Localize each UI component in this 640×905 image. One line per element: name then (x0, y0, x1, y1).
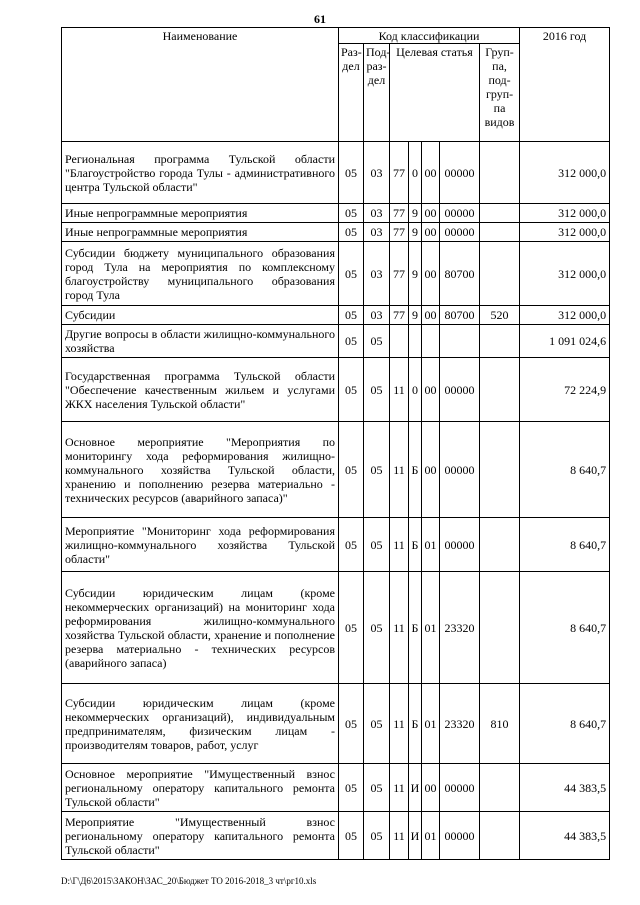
row-target-subprogram (409, 325, 422, 358)
row-target-program: 11 (390, 572, 409, 684)
row-expense-group (480, 242, 520, 306)
row-target-event: 01 (422, 812, 440, 860)
row-expense-group (480, 518, 520, 572)
row-target-subprogram: Б (409, 572, 422, 684)
row-expense-group (480, 812, 520, 860)
row-subsection: 05 (364, 518, 390, 572)
row-target-subprogram: 9 (409, 204, 422, 223)
table-row (62, 142, 610, 204)
table-row (62, 242, 610, 306)
row-target-program: 11 (390, 518, 409, 572)
row-expense-group (480, 764, 520, 812)
row-expense-group: 520 (480, 306, 520, 325)
row-target-subprogram: И (409, 764, 422, 812)
row-target-event (422, 325, 440, 358)
table-row (62, 223, 610, 242)
row-subsection: 03 (364, 306, 390, 325)
row-section: 05 (339, 142, 364, 204)
header-year: 2016 год (520, 28, 610, 142)
table-body (62, 142, 610, 860)
row-target-event: 00 (422, 204, 440, 223)
row-target-program: 77 (390, 204, 409, 223)
row-target-subprogram: Б (409, 684, 422, 764)
row-section: 05 (339, 812, 364, 860)
row-target-direction: 00000 (440, 764, 480, 812)
row-target-subprogram: 9 (409, 242, 422, 306)
row-target-direction: 00000 (440, 422, 480, 518)
row-section: 05 (339, 306, 364, 325)
row-target-subprogram: И (409, 812, 422, 860)
row-expense-group (480, 422, 520, 518)
row-section: 05 (339, 242, 364, 306)
row-target-direction: 00000 (440, 142, 480, 204)
row-expense-group: 810 (480, 684, 520, 764)
row-target-subprogram: Б (409, 422, 422, 518)
header-classification: Код классификации (339, 28, 520, 44)
row-target-direction: 00000 (440, 358, 480, 422)
row-target-direction: 00000 (440, 518, 480, 572)
row-target-event: 01 (422, 518, 440, 572)
row-section: 05 (339, 358, 364, 422)
row-amount: 44 383,5 (520, 764, 610, 812)
row-name: Мероприятие "Имущественный взнос региональному оператору капитального ремонта Тульской области" (62, 812, 339, 860)
row-section: 05 (339, 764, 364, 812)
row-target-event: 00 (422, 223, 440, 242)
row-subsection: 05 (364, 764, 390, 812)
row-amount: 8 640,7 (520, 422, 610, 518)
row-target-subprogram: Б (409, 518, 422, 572)
row-subsection: 03 (364, 242, 390, 306)
row-target-event: 00 (422, 242, 440, 306)
row-amount: 312 000,0 (520, 142, 610, 204)
table-row (62, 422, 610, 518)
row-target-program: 11 (390, 684, 409, 764)
row-name: Субсидии бюджету муниципального образования город Тула на мероприятия по комплексному благоустройству муниципального образования город Тула (62, 242, 339, 306)
header-name: Наименование (62, 28, 339, 142)
row-subsection: 03 (364, 223, 390, 242)
row-target-event: 00 (422, 358, 440, 422)
row-expense-group (480, 572, 520, 684)
row-target-direction: 23320 (440, 572, 480, 684)
row-subsection: 05 (364, 325, 390, 358)
row-target-direction (440, 325, 480, 358)
row-expense-group (480, 223, 520, 242)
row-amount: 8 640,7 (520, 684, 610, 764)
row-expense-group (480, 358, 520, 422)
row-amount: 312 000,0 (520, 242, 610, 306)
row-target-program: 11 (390, 358, 409, 422)
row-subsection: 03 (364, 142, 390, 204)
row-target-subprogram: 0 (409, 358, 422, 422)
row-target-subprogram: 9 (409, 306, 422, 325)
table-row (62, 572, 610, 684)
row-target-program: 11 (390, 422, 409, 518)
row-subsection: 03 (364, 204, 390, 223)
table-row (62, 518, 610, 572)
row-name: Субсидии юридическим лицам (кроме некоммерческих организаций), индивидуальным предпринимателям, физическим лицам - производителям товаров, работ, услуг (62, 684, 339, 764)
row-target-subprogram: 0 (409, 142, 422, 204)
row-subsection: 05 (364, 358, 390, 422)
row-amount: 312 000,0 (520, 223, 610, 242)
row-name: Субсидии (62, 306, 339, 325)
row-amount: 312 000,0 (520, 204, 610, 223)
row-amount: 44 383,5 (520, 812, 610, 860)
table-row (62, 684, 610, 764)
row-subsection: 05 (364, 422, 390, 518)
row-amount: 1 091 024,6 (520, 325, 610, 358)
row-section: 05 (339, 223, 364, 242)
header-section: Раз-дел (339, 44, 364, 142)
row-name: Государственная программа Тульской области "Обеспечение качественным жильем и услугами ЖКХ населения Тульской области" (62, 358, 339, 422)
row-section: 05 (339, 325, 364, 358)
row-target-program: 77 (390, 242, 409, 306)
row-section: 05 (339, 684, 364, 764)
row-amount: 312 000,0 (520, 306, 610, 325)
row-subsection: 05 (364, 812, 390, 860)
row-amount: 8 640,7 (520, 572, 610, 684)
row-target-direction: 80700 (440, 242, 480, 306)
row-expense-group (480, 204, 520, 223)
row-target-event: 00 (422, 142, 440, 204)
page-number: 61 (314, 12, 326, 26)
row-target-direction: 00000 (440, 204, 480, 223)
row-amount: 72 224,9 (520, 358, 610, 422)
row-section: 05 (339, 572, 364, 684)
row-name: Мероприятие "Мониторинг хода реформирования жилищно-коммунального хозяйства Тульской области" (62, 518, 339, 572)
row-target-direction: 00000 (440, 223, 480, 242)
row-name: Региональная программа Тульской области "Благоустройство города Тулы - административного центра Тульской области" (62, 142, 339, 204)
table-row (62, 764, 610, 812)
row-subsection: 05 (364, 684, 390, 764)
row-expense-group (480, 142, 520, 204)
budget-table (61, 27, 610, 860)
row-target-subprogram: 9 (409, 223, 422, 242)
row-name: Иные непрограммные мероприятия (62, 223, 339, 242)
row-target-program: 77 (390, 306, 409, 325)
row-target-event: 00 (422, 422, 440, 518)
table-row (62, 204, 610, 223)
table-row (62, 325, 610, 358)
row-name: Иные непрограммные мероприятия (62, 204, 339, 223)
row-target-program: 11 (390, 764, 409, 812)
table-row (62, 306, 610, 325)
row-target-program (390, 325, 409, 358)
row-target-direction: 23320 (440, 684, 480, 764)
row-target-event: 01 (422, 572, 440, 684)
header-group: Груп-па, под-груп-па видов (480, 44, 520, 142)
row-expense-group (480, 325, 520, 358)
table-row (62, 812, 610, 860)
header-subsection: Под-раз-дел (364, 44, 390, 142)
row-name: Основное мероприятие "Имущественный взнос региональному оператору капитального ремонта Тульской области" (62, 764, 339, 812)
row-name: Основное мероприятие "Мероприятия по мониторингу хода реформирования жилищно-коммунального хозяйства Тульской области, хранению и пополнению резерва материально - технических ресурсов (аварийного запаса)" (62, 422, 339, 518)
row-target-event: 01 (422, 684, 440, 764)
row-section: 05 (339, 204, 364, 223)
row-section: 05 (339, 518, 364, 572)
row-target-program: 77 (390, 223, 409, 242)
row-name: Другие вопросы в области жилищно-коммунального хозяйства (62, 325, 339, 358)
row-subsection: 05 (364, 572, 390, 684)
row-target-direction: 80700 (440, 306, 480, 325)
file-path-footer: D:\Г\Д6\2015\ЗАКОН\ЗАС_20\Бюджет ТО 2016-2018_3 чт\рг10.xls (61, 876, 317, 886)
table-row (62, 358, 610, 422)
row-target-direction: 00000 (440, 812, 480, 860)
row-target-program: 77 (390, 142, 409, 204)
row-target-event: 00 (422, 306, 440, 325)
header-target-article: Целевая статья (390, 44, 480, 142)
row-target-event: 00 (422, 764, 440, 812)
row-target-program: 11 (390, 812, 409, 860)
row-name: Субсидии юридическим лицам (кроме некоммерческих организаций) на мониторинг хода реформирования жилищно-коммунального хозяйства Тульской области, хранение и пополнение резерва материально - технических ресурсов (аварийного запаса) (62, 572, 339, 684)
row-section: 05 (339, 422, 364, 518)
row-amount: 8 640,7 (520, 518, 610, 572)
